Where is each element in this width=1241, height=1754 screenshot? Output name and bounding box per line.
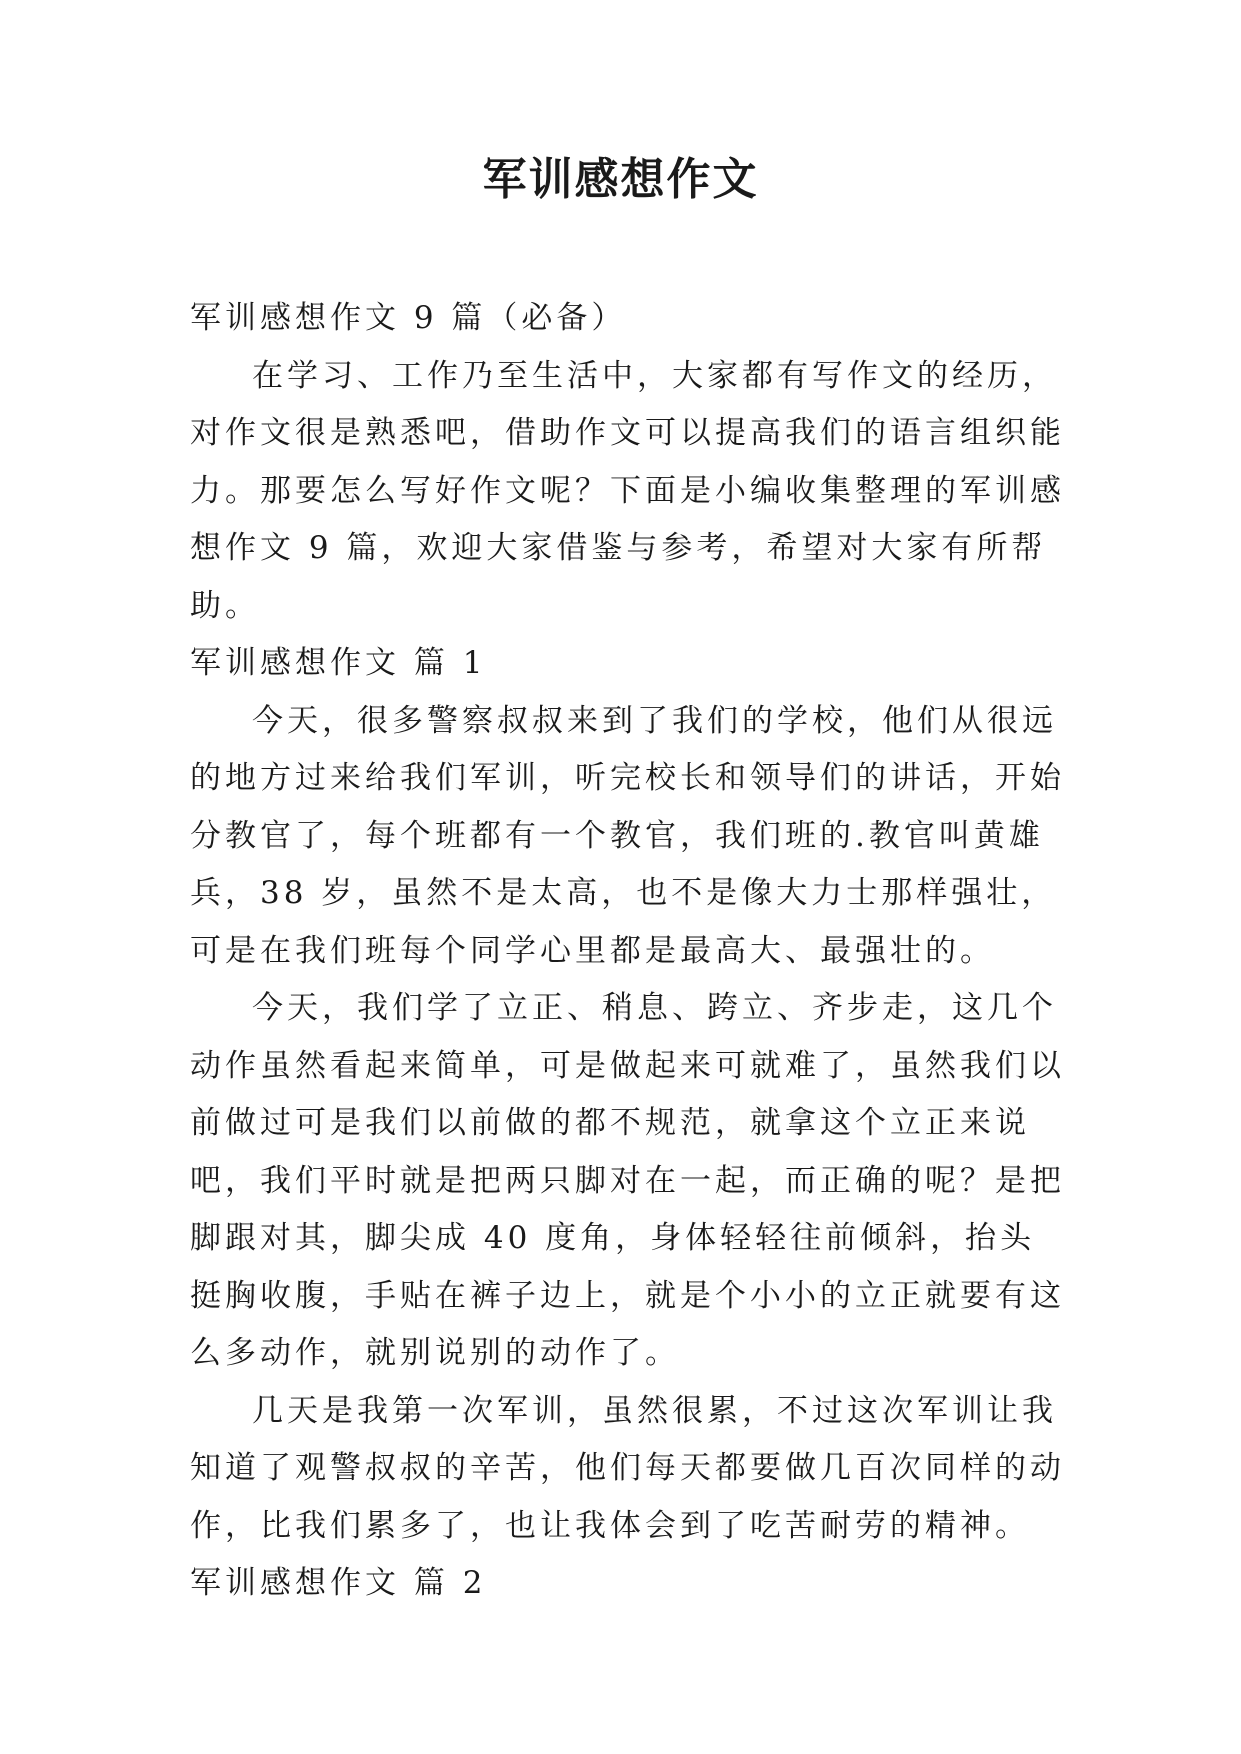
section-heading: 军训感想作文 9 篇（必备）	[190, 300, 627, 336]
section-heading: 军训感想作文 篇 2	[190, 1565, 487, 1601]
paragraph: 在学习、工作乃至生活中，大家都有写作文的经历，对作文很是熟悉吧，借助作文可以提高我们的语言组织能力。那要怎么写好作文呢？下面是小编收集整理的军训感想作文 9 篇，欢迎大家借鉴与参考，希望对大家有所帮助。	[190, 357, 1065, 624]
document-title: 军训感想作文	[482, 154, 759, 205]
paragraph: 几天是我第一次军训，虽然很累，不过这次军训让我知道了观警叔叔的辛苦，他们每天都要做几百次同样的动作，比我们累多了，也让我体会到了吃苦耐劳的精神。	[190, 1392, 1065, 1544]
document-body	[190, 290, 1070, 1613]
paragraph: 今天，我们学了立正、稍息、跨立、齐步走，这几个动作虽然看起来简单，可是做起来可就难了，虽然我们以前做过可是我们以前做的都不规范，就拿这个立正来说吧，我们平时就是把两只脚对在一起，而正确的呢？是把脚跟对其，脚尖成 40 度角，身体轻轻往前倾斜，抬头挺胸收腹，手贴在裤子边上，就是个小小的立正就要有这么多动作，就别说别的动作了。	[190, 990, 1065, 1371]
section-heading: 军训感想作文 篇 1	[190, 645, 487, 681]
paragraph: 今天，很多警察叔叔来到了我们的学校，他们从很远的地方过来给我们军训，听完校长和领导们的讲话，开始分教官了，每个班都有一个教官，我们班的.教官叫黄雄兵，38 岁，虽然不是太高，也不是像大力士那样强壮，可是在我们班每个同学心里都是最高大、最强壮的。	[190, 702, 1065, 969]
